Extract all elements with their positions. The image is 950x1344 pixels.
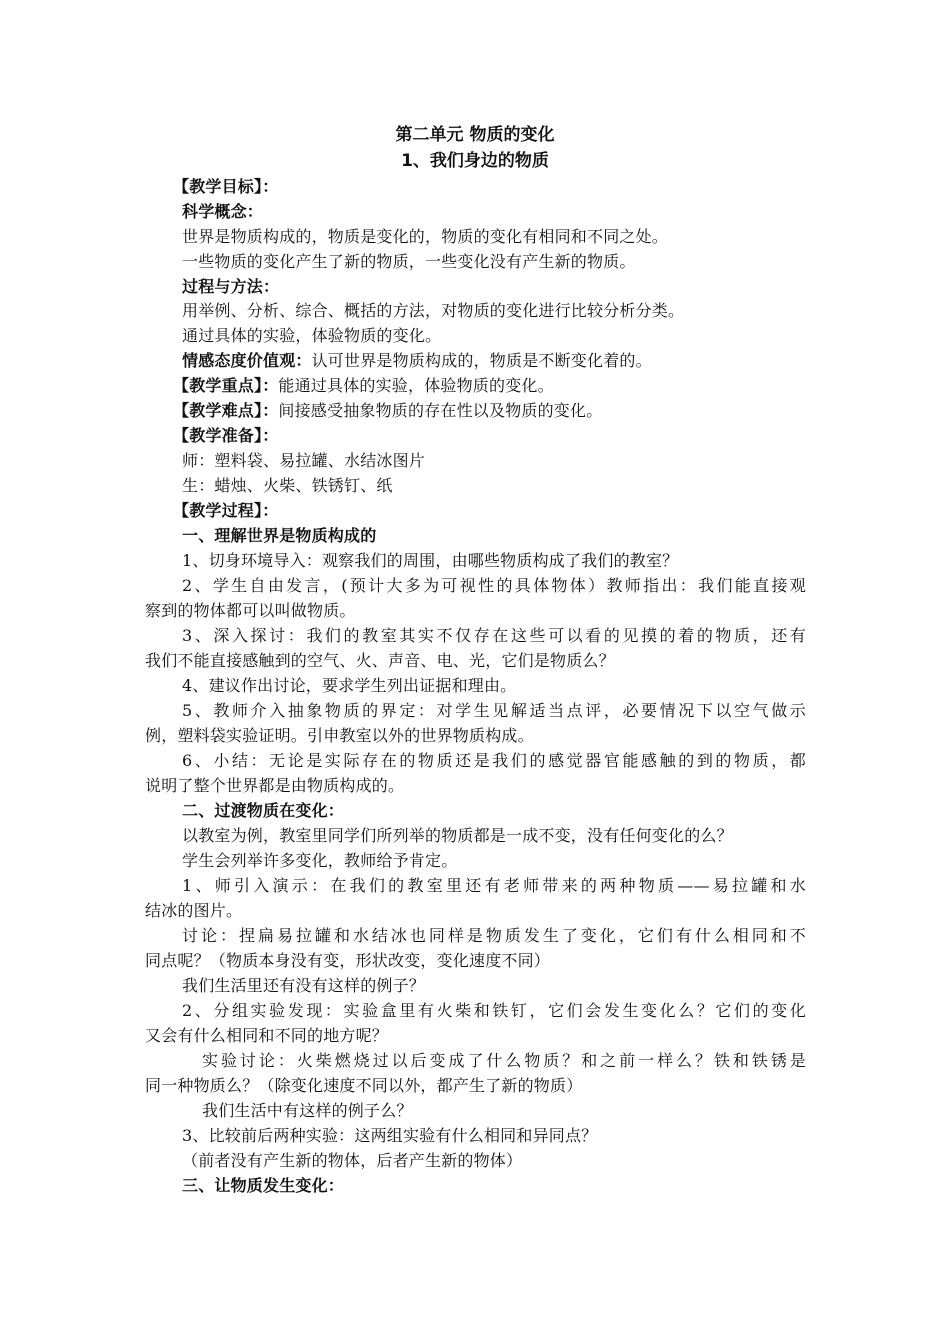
process-line-1: 用举例、分析、综合、概括的方法，对物质的变化进行比较分析分类。 bbox=[182, 301, 685, 320]
section-2-item-1-line-2: 结冰的图片。 bbox=[145, 901, 243, 920]
process-heading: 过程与方法： bbox=[182, 277, 280, 296]
preparation-teacher: 师：塑料袋、易拉罐、水结冰图片 bbox=[182, 451, 426, 470]
difficulty-text: 间接感受抽象物质的存在性以及物质的变化。 bbox=[278, 401, 603, 420]
key-point-line bbox=[173, 374, 554, 398]
section-1-item-5-line-2: 例，塑料袋实验证明。引申教室以外的世界物质构成。 bbox=[145, 726, 534, 745]
section-1-item-1: 1、切身环境导入：观察我们的周围，由哪些物质构成了我们的教室？ bbox=[182, 551, 679, 570]
attitude-heading: 情感态度价值观： bbox=[182, 351, 312, 370]
concept-line-2: 一些物质的变化产生了新的物质，一些变化没有产生新的物质。 bbox=[182, 252, 636, 271]
section-2-example-question-1: 我们生活里还有没有这样的例子？ bbox=[182, 976, 426, 995]
preparation-student: 生：蜡烛、火柴、铁锈钉、纸 bbox=[182, 476, 393, 495]
process-steps-heading: 【教学过程】： bbox=[173, 501, 279, 520]
attitude-line bbox=[182, 349, 652, 373]
section-3-heading: 三、让物质发生变化： bbox=[182, 1176, 345, 1195]
concept-heading: 科学概念： bbox=[182, 202, 264, 221]
section-2-discussion-1-line-2: 同点呢？（物质本身没有变，形状改变，变化速度不同） bbox=[145, 951, 551, 970]
section-2-item-1-line-1: 1、师引入演示：在我们的教室里还有老师带来的两种物质——易拉罐和水 bbox=[182, 876, 806, 895]
unit-title: 第二单元 物质的变化 bbox=[395, 125, 555, 145]
difficulty-line bbox=[173, 399, 602, 423]
section-1-item-2-line-2: 察到的物体都可以叫做物质。 bbox=[145, 601, 356, 620]
section-1-heading: 一、理解世界是物质构成的 bbox=[182, 526, 377, 545]
section-2-discussion-2-line-2: 同一种物质么？（除变化速度不同以外，都产生了新的物质） bbox=[145, 1076, 583, 1095]
section-1-item-6-line-1: 6、小结：无论是实际存在的物质还是我们的感觉器官能感触的到的物质，都 bbox=[182, 751, 806, 770]
section-2-heading: 二、过渡物质在变化： bbox=[182, 801, 345, 820]
lesson-title: 1、我们身边的物质 bbox=[401, 151, 549, 171]
section-2-para-1: 以教室为例，教室里同学们所列举的物质都是一成不变，没有任何变化的么？ bbox=[182, 826, 733, 845]
difficulty-heading: 【教学难点】： bbox=[173, 401, 279, 420]
section-1-item-4: 4、建议作出讨论，要求学生列出证据和理由。 bbox=[182, 676, 517, 695]
section-2-item-3-note: （前者没有产生新的物体，后者产生新的物体） bbox=[182, 1151, 523, 1170]
section-2-para-2: 学生会列举许多变化，教师给予肯定。 bbox=[182, 851, 458, 870]
section-1-item-3-line-2: 我们不能直接感触到的空气、火、声音、电、光，它们是物质么？ bbox=[145, 651, 615, 670]
section-1-item-6-line-2: 说明了整个世界都是由物质构成的。 bbox=[145, 776, 405, 795]
goal-heading: 【教学目标】： bbox=[173, 177, 279, 196]
concept-line-1: 世界是物质构成的，物质是变化的，物质的变化有相同和不同之处。 bbox=[182, 227, 669, 246]
section-2-item-2-line-2: 又会有什么相同和不同的地方呢？ bbox=[145, 1026, 389, 1045]
section-1-item-5-line-1: 5、教师介入抽象物质的界定：对学生见解适当点评，必要情况下以空气做示 bbox=[182, 701, 806, 720]
section-2-discussion-1-line-1: 讨论：捏扁易拉罐和水结冰也同样是物质发生了变化，它们有什么相同和不 bbox=[182, 926, 806, 945]
attitude-text: 认可世界是物质构成的，物质是不断变化着的。 bbox=[311, 351, 652, 370]
section-2-discussion-2-line-1: 实验讨论：火柴燃烧过以后变成了什么物质？和之前一样么？铁和铁锈是 bbox=[202, 1051, 806, 1070]
section-2-example-question-2: 我们生活中有这样的例子么？ bbox=[202, 1101, 413, 1120]
process-line-2: 通过具体的实验，体验物质的变化。 bbox=[182, 326, 442, 345]
key-point-text: 能通过具体的实验，体验物质的变化。 bbox=[278, 376, 554, 395]
section-2-item-3: 3、比较前后两种实验：这两组实验有什么相同和异同点？ bbox=[182, 1126, 598, 1145]
section-1-item-2-line-1: 2、学生自由发言，(预计大多为可视性的具体物体）教师指出：我们能直接观 bbox=[182, 576, 806, 595]
preparation-heading: 【教学准备】： bbox=[173, 426, 279, 445]
key-point-heading: 【教学重点】： bbox=[173, 376, 279, 395]
section-2-item-2-line-1: 2、分组实验发现：实验盒里有火柴和铁钉，它们会发生变化么？它们的变化 bbox=[182, 1001, 806, 1020]
section-1-item-3-line-1: 3、深入探讨：我们的教室其实不仅存在这些可以看的见摸的着的物质，还有 bbox=[182, 626, 806, 645]
